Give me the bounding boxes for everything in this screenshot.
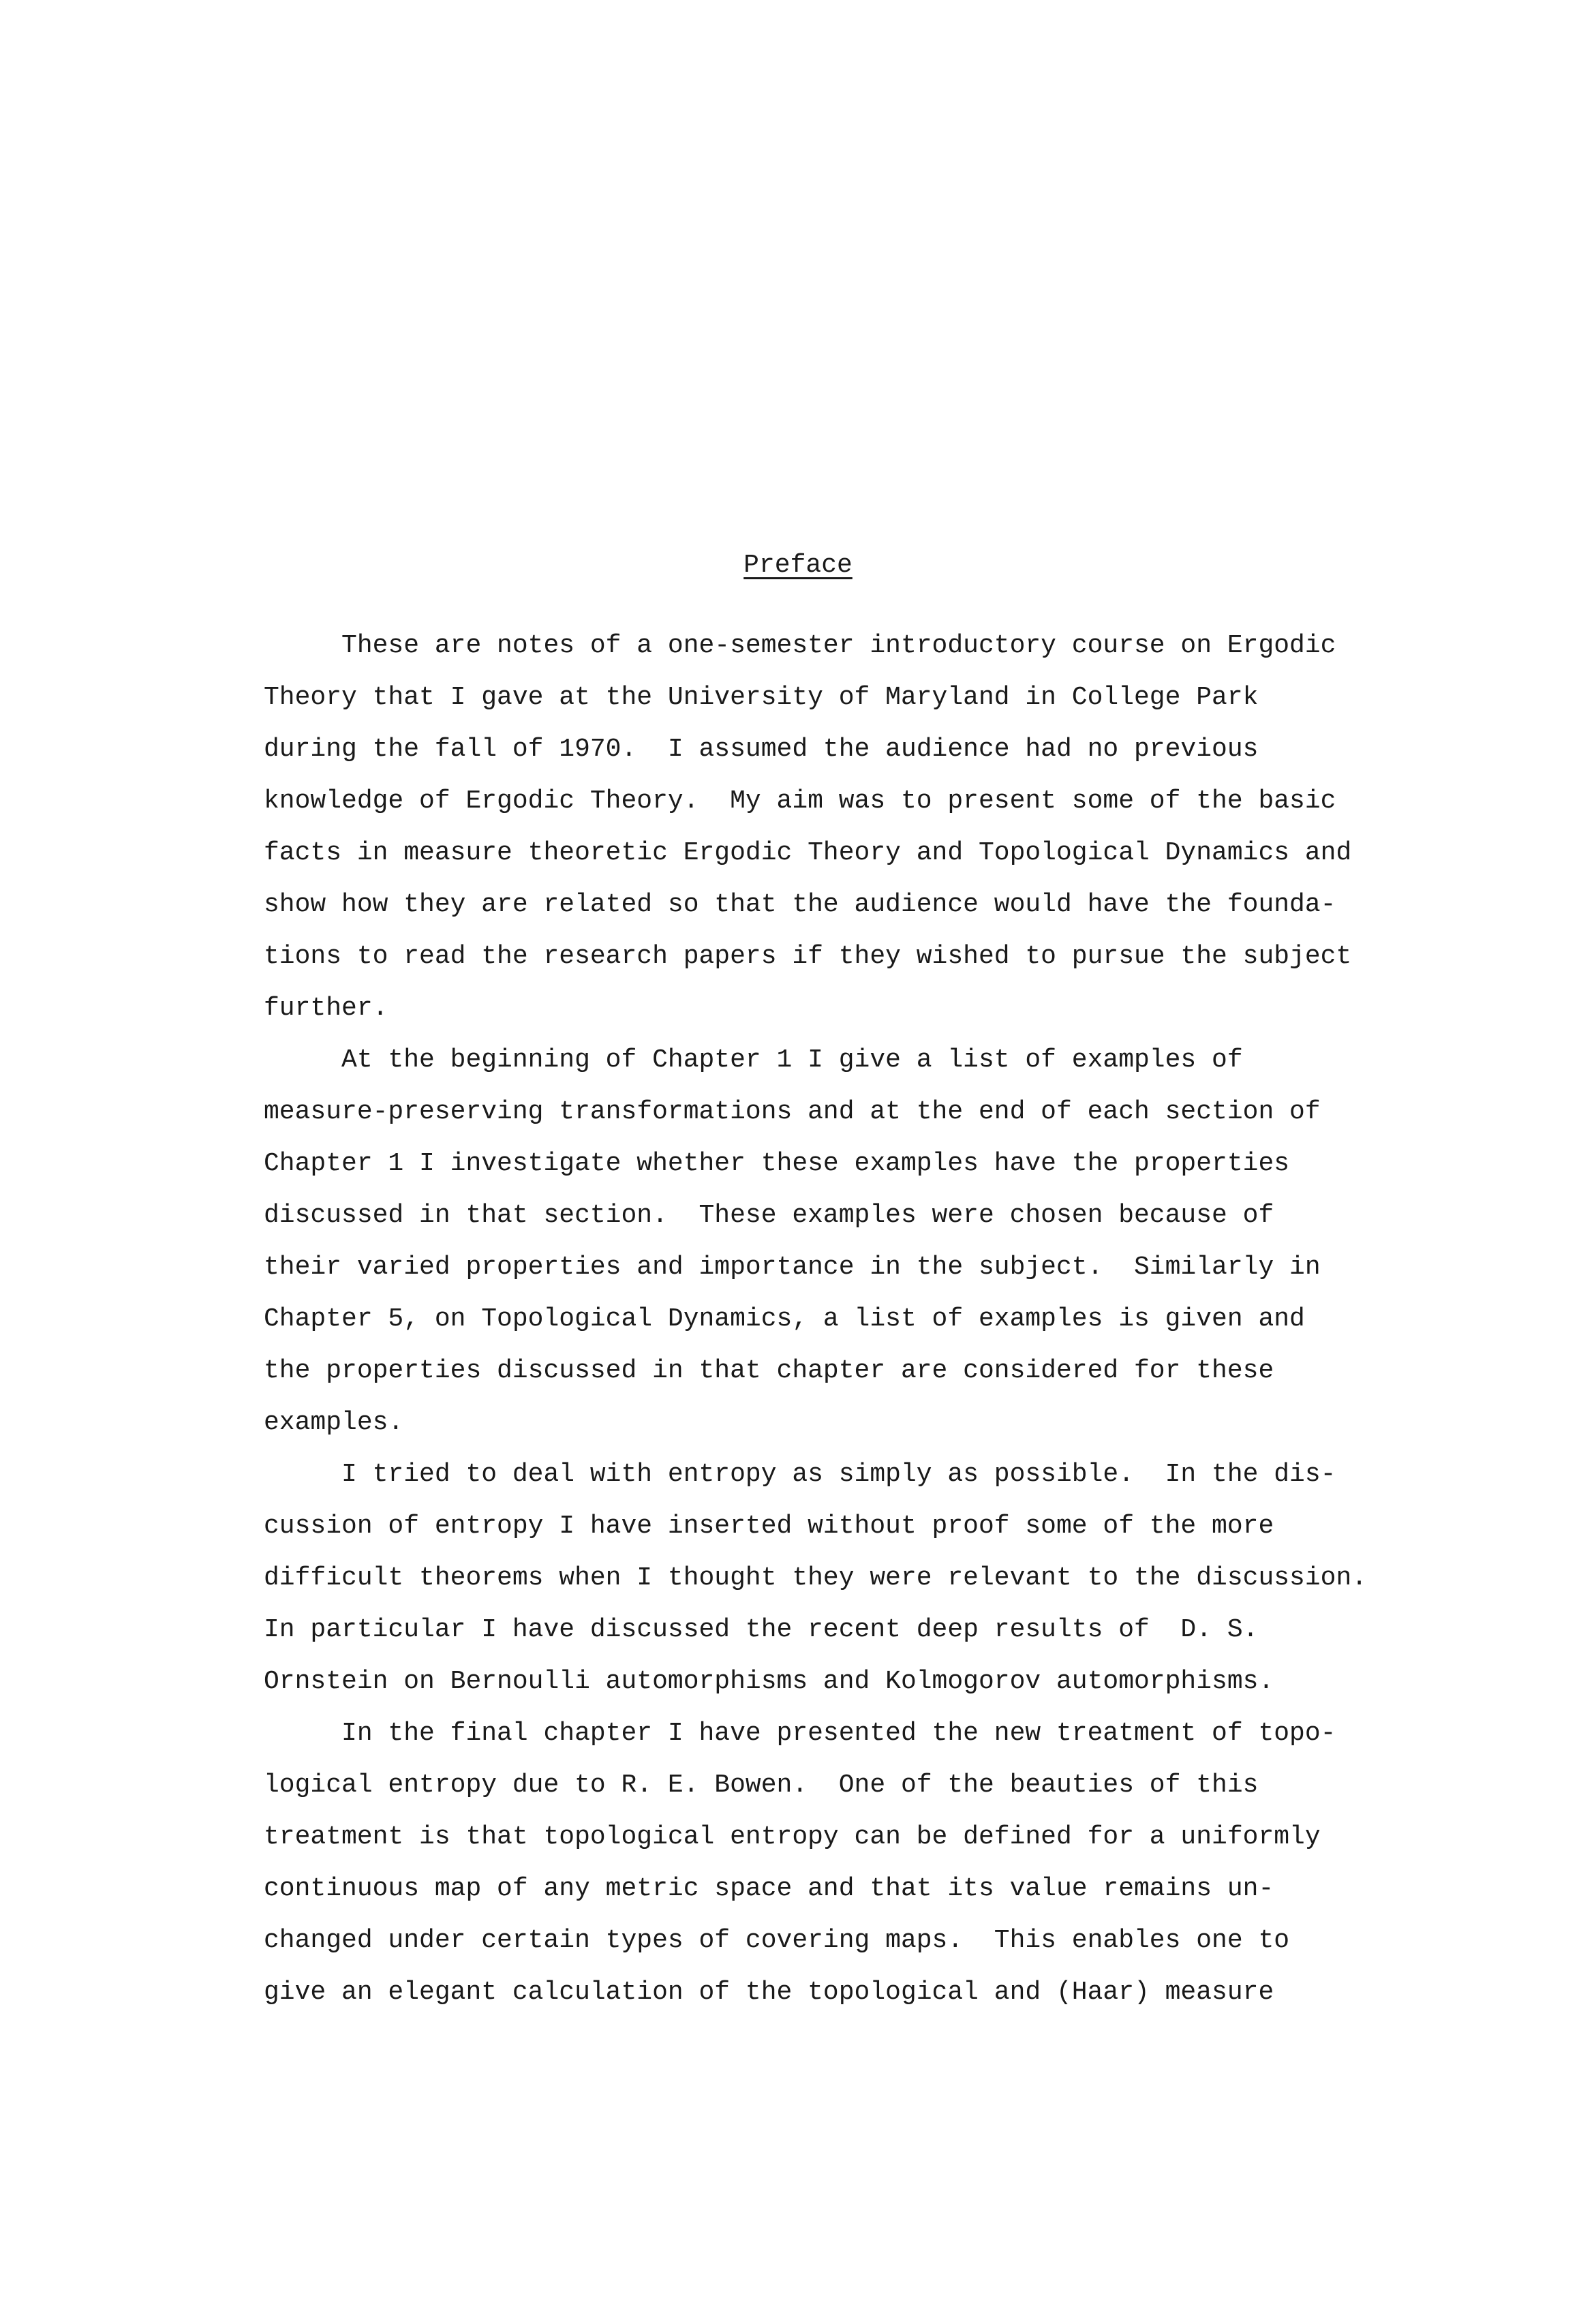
text-line: These are notes of a one-semester introductory course on Ergodic: [264, 631, 1336, 660]
text-line: knowledge of Ergodic Theory. My aim was to present some of the basic: [264, 786, 1336, 816]
text-line: the properties discussed in that chapter are considered for these: [264, 1356, 1274, 1385]
text-line: cussion of entropy I have inserted without proof some of the more: [264, 1512, 1274, 1541]
text-line: discussed in that section. These examples were chosen because of: [264, 1201, 1274, 1230]
text-line: Ornstein on Bernoulli automorphisms and Kolmogorov automorphisms.: [264, 1667, 1274, 1696]
text-line: further.: [264, 994, 388, 1023]
body-text: [264, 620, 1368, 2019]
text-line: difficult theorems when I thought they were relevant to the discussion.: [264, 1563, 1368, 1593]
page-title-text: Preface: [743, 551, 853, 580]
text-line: In the final chapter I have presented the new treatment of topo-: [264, 1719, 1336, 1748]
text-line: treatment is that topological entropy can be defined for a uniformly: [264, 1822, 1321, 1852]
page-title: [0, 545, 1596, 586]
text-line: measure-preserving transformations and at the end of each section of: [264, 1097, 1321, 1126]
text-line: logical entropy due to R. E. Bowen. One of the beauties of this: [264, 1770, 1259, 1800]
text-line: I tried to deal with entropy as simply as possible. In the dis-: [264, 1460, 1336, 1489]
text-line: At the beginning of Chapter 1 I give a list of examples of: [264, 1045, 1243, 1075]
text-line: tions to read the research papers if they wished to pursue the subject: [264, 942, 1352, 971]
text-line: Chapter 5, on Topological Dynamics, a list of examples is given and: [264, 1304, 1305, 1334]
text-line: their varied properties and importance in the subject. Similarly in: [264, 1253, 1321, 1282]
text-line: give an elegant calculation of the topological and (Haar) measure: [264, 1978, 1274, 2007]
text-line: continuous map of any metric space and that its value remains un-: [264, 1874, 1274, 1903]
text-line: Theory that I gave at the University of Maryland in College Park: [264, 683, 1259, 712]
text-line: Chapter 1 I investigate whether these examples have the properties: [264, 1149, 1290, 1178]
text-line: show how they are related so that the audience would have the founda-: [264, 890, 1336, 919]
text-line: during the fall of 1970. I assumed the audience had no previous: [264, 735, 1259, 764]
text-line: changed under certain types of covering maps. This enables one to: [264, 1926, 1290, 1955]
text-line: In particular I have discussed the recent deep results of D. S.: [264, 1615, 1259, 1644]
text-line: facts in measure theoretic Ergodic Theory and Topological Dynamics and: [264, 838, 1352, 868]
text-line: examples.: [264, 1408, 404, 1437]
